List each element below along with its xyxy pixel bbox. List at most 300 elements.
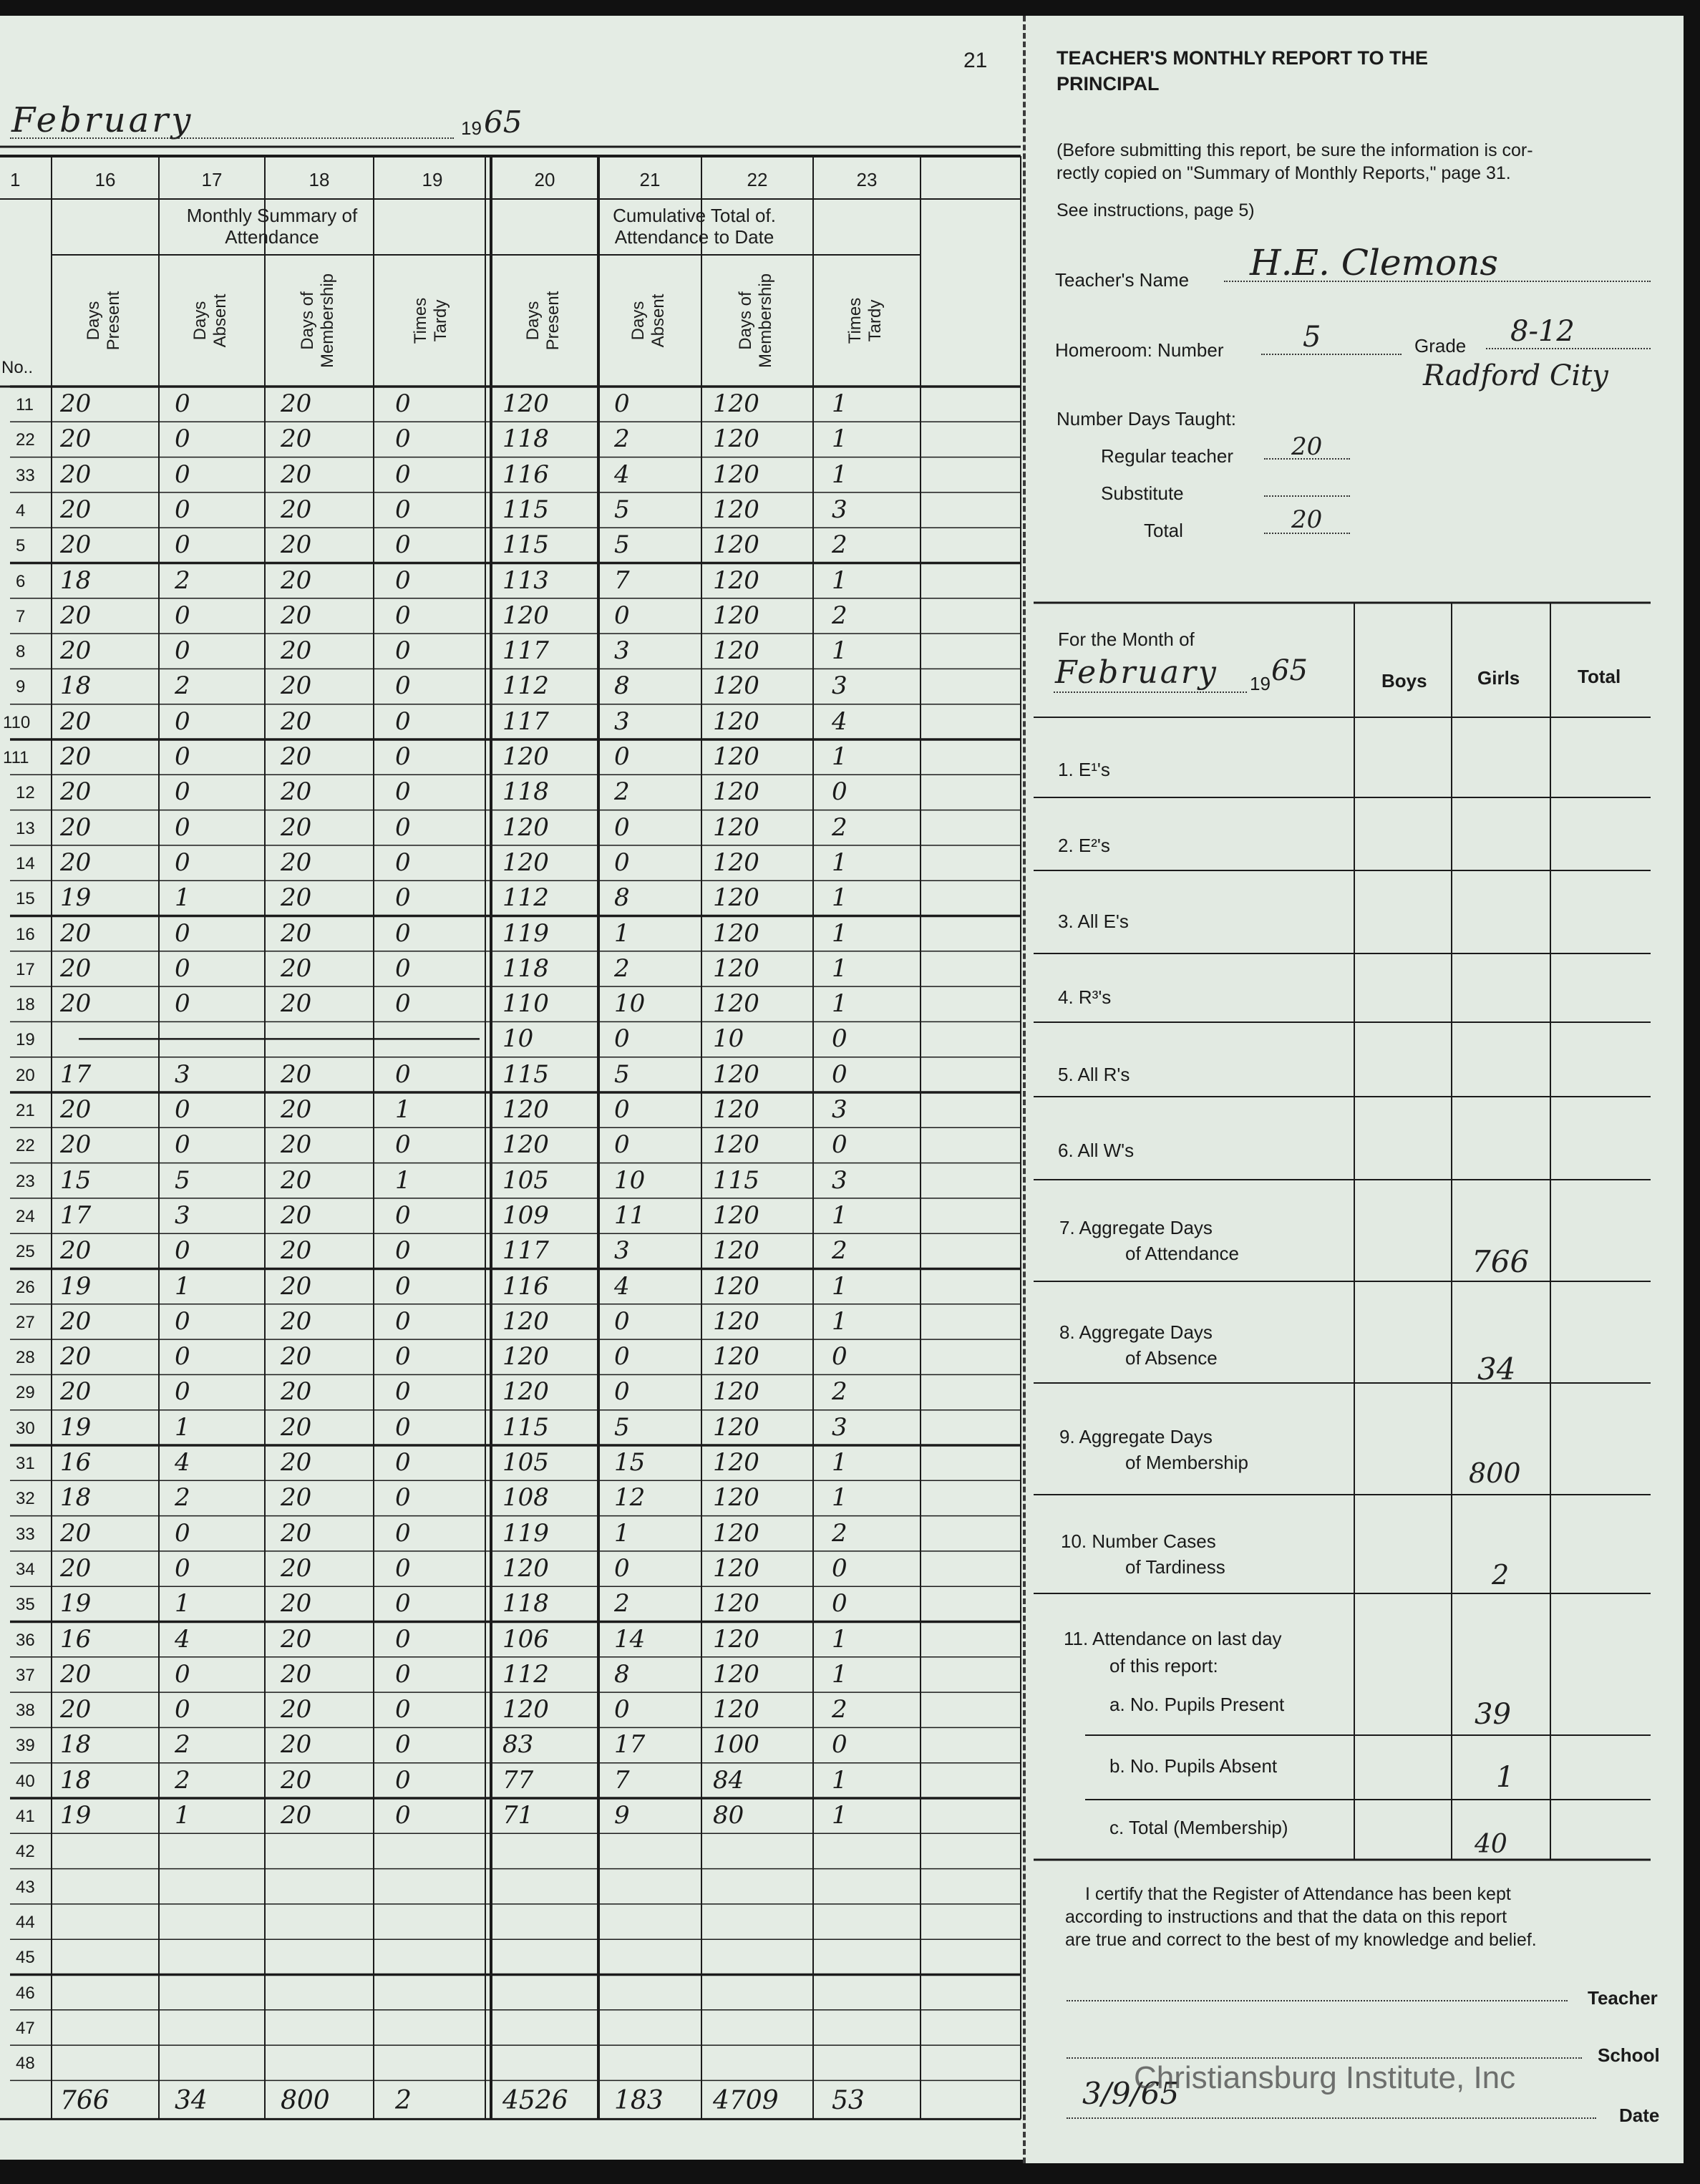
col-number: 19 [422, 169, 443, 190]
cell-value: 10 [614, 989, 646, 1019]
cell-value: 120 [713, 636, 759, 666]
cell-value: 120 [713, 566, 759, 595]
cell-value: 120 [713, 777, 759, 807]
cell-value: 4 [175, 1624, 190, 1654]
row-number: 45 [16, 1948, 35, 1968]
cell-value: 0 [395, 1765, 411, 1795]
cell-value: 120 [713, 1553, 759, 1583]
cell-value: 20 [281, 1165, 312, 1195]
tardy-label2: of Tardiness [1125, 1556, 1225, 1578]
cell-value: 2 [175, 1765, 190, 1795]
cell-value: 18 [60, 1483, 92, 1513]
cell-value: 2 [175, 566, 190, 595]
row-number: 39 [16, 1736, 35, 1756]
cell-value: 5 [614, 1059, 630, 1089]
col-label: Days Absent [190, 293, 230, 348]
cell-value: 20 [281, 1448, 312, 1477]
cell-value: 0 [175, 389, 190, 418]
col-number-first: 1 [10, 169, 21, 190]
cell-value: 115 [502, 495, 549, 524]
cell-value: 20 [281, 1730, 312, 1760]
cell-value: 0 [175, 1377, 190, 1407]
sig-teacher-label: Teacher [1588, 1987, 1658, 2009]
col-number: 23 [856, 169, 878, 190]
cell-value: 20 [60, 707, 92, 736]
cell-value: 120 [713, 601, 759, 630]
cell-value: 2 [832, 1695, 847, 1724]
cell-value: 5 [614, 495, 630, 524]
cell-value: 0 [395, 1518, 411, 1548]
row-number: 15 [16, 889, 35, 909]
cell-value: 20 [60, 812, 92, 842]
cell-value: 1 [832, 1659, 847, 1689]
cell-value: 20 [281, 777, 312, 807]
present-label: a. No. Pupils Present [1109, 1694, 1285, 1715]
cell-value: 20 [60, 460, 92, 489]
col-label: Days Present [84, 291, 123, 351]
cell-value: 118 [502, 1589, 549, 1618]
membership-value: 40 [1475, 1830, 1507, 1859]
cell-value: 105 [502, 1448, 549, 1477]
cell-value: 20 [60, 1130, 92, 1160]
cell-value: 120 [713, 707, 759, 736]
cell-value: 120 [502, 1695, 549, 1724]
cell-value: 120 [502, 1553, 549, 1583]
cell-value: 1 [832, 1624, 847, 1654]
cell-value: 20 [281, 1412, 312, 1442]
cell-value: 0 [832, 777, 847, 807]
cell-value: 120 [713, 1412, 759, 1442]
cell-value: 0 [175, 1130, 190, 1160]
cell-value: 0 [395, 1553, 411, 1583]
cell-value: 0 [175, 1553, 190, 1583]
cell-value: 115 [713, 1165, 759, 1195]
cell-value: 120 [502, 1306, 549, 1336]
cell-value: 0 [175, 848, 190, 877]
row-number: 46 [16, 1983, 35, 2003]
agg-membership-label1: 9. Aggregate Days [1059, 1426, 1213, 1447]
cell-value: 3 [832, 1095, 847, 1124]
col-boys: Boys [1381, 670, 1427, 691]
cell-value: 20 [281, 530, 312, 560]
cell-value: 0 [395, 1236, 411, 1266]
cell-value: 20 [281, 1589, 312, 1618]
cell-value: 20 [281, 424, 312, 454]
cell-value: 0 [175, 601, 190, 630]
cell-value: 120 [713, 1059, 759, 1089]
cell-value: 20 [281, 918, 312, 948]
cell-value: 120 [713, 1377, 759, 1407]
cell-value: 0 [395, 1624, 411, 1654]
cell-value: 16 [60, 1624, 92, 1654]
cell-value: 0 [614, 1306, 630, 1336]
teacher-name-value: H.E. Clemons [1250, 242, 1498, 283]
cell-value: 115 [502, 1059, 549, 1089]
cell-value: 0 [395, 1412, 411, 1442]
cell-value: 20 [60, 1659, 92, 1689]
cell-value: 4 [614, 1271, 630, 1301]
row-number: 35 [16, 1595, 35, 1615]
cell-value: 1 [832, 1765, 847, 1795]
row-number: 16 [16, 924, 35, 944]
cell-value: 120 [713, 1624, 759, 1654]
cell-value: 120 [713, 953, 759, 983]
cell-value: 0 [832, 1059, 847, 1089]
cell-value: 118 [502, 424, 549, 454]
total-value: 800 [281, 2086, 330, 2116]
cell-value: 3 [832, 1412, 847, 1442]
cell-value: 117 [502, 707, 549, 736]
cell-value: 113 [502, 566, 549, 595]
homeroom-value: 5 [1303, 321, 1321, 354]
cell-value: 0 [395, 1377, 411, 1407]
cell-value: 120 [502, 812, 549, 842]
cell-value: 20 [60, 1377, 92, 1407]
cell-value: 20 [281, 707, 312, 736]
cell-value: 0 [395, 1200, 411, 1230]
cell-value: 20 [60, 989, 92, 1019]
cell-value: 20 [281, 1553, 312, 1583]
tardy-label1: 10. Number Cases [1061, 1530, 1216, 1552]
cell-value: 8 [614, 671, 630, 701]
cell-value: 0 [175, 812, 190, 842]
page-number: 21 [963, 49, 988, 72]
cell-value: 20 [281, 1095, 312, 1124]
row-number: 34 [16, 1559, 35, 1579]
row-number: 111 [3, 748, 29, 767]
total-value: 2 [395, 2086, 412, 2116]
cell-value: 19 [60, 1271, 92, 1301]
cell-value: 0 [175, 636, 190, 666]
date-value: 3/9/65 [1082, 2076, 1180, 2111]
cell-value: 0 [395, 707, 411, 736]
col-label: Days Absent [628, 293, 668, 348]
cell-value: 15 [614, 1448, 646, 1477]
cell-value: 3 [832, 671, 847, 701]
col-label: Days of Membership [736, 273, 775, 369]
cell-value: 20 [60, 848, 92, 877]
cell-value: 19 [60, 883, 92, 913]
cell-value: 20 [281, 389, 312, 418]
cell-value: 1 [832, 1306, 847, 1336]
cell-value: 20 [60, 1342, 92, 1372]
cell-value: 120 [713, 530, 759, 560]
cell-value: 20 [60, 1306, 92, 1336]
cell-value: 80 [713, 1801, 744, 1830]
total-value: 4709 [713, 2086, 779, 2116]
cell-value: 1 [832, 424, 847, 454]
grade-value: 8-12 [1510, 315, 1575, 348]
cell-value: 2 [614, 953, 630, 983]
cell-value: 0 [175, 918, 190, 948]
cell-value: 3 [614, 636, 630, 666]
cell-value: 20 [60, 742, 92, 771]
agg-absence-value: 34 [1477, 1351, 1516, 1387]
cell-value: 120 [713, 1236, 759, 1266]
row-number: 37 [16, 1665, 35, 1685]
cell-value: 0 [175, 1342, 190, 1372]
row-number: 5 [16, 536, 26, 556]
cell-value: 3 [614, 707, 630, 736]
cell-value: 0 [614, 1095, 630, 1124]
cell-value: 1 [395, 1095, 411, 1124]
cell-value: 0 [395, 918, 411, 948]
cell-value: 2 [832, 1236, 847, 1266]
col-number: 20 [534, 169, 555, 190]
regular-teacher-value: 20 [1291, 432, 1323, 461]
cell-value: 120 [713, 1589, 759, 1618]
cell-value: 119 [502, 918, 549, 948]
absent-label: b. No. Pupils Absent [1109, 1755, 1278, 1777]
cell-value: 117 [502, 1236, 549, 1266]
col-number: 22 [747, 169, 768, 190]
cell-value: 20 [281, 883, 312, 913]
cell-value: 0 [395, 1271, 411, 1301]
tardy-value: 2 [1492, 1559, 1510, 1591]
row-number: 29 [16, 1383, 35, 1403]
cell-value: 120 [713, 1271, 759, 1301]
cell-value: 17 [60, 1200, 92, 1230]
cell-value: 120 [502, 1342, 549, 1372]
row-number: 24 [16, 1206, 35, 1226]
cell-value: 120 [713, 460, 759, 489]
cell-value: 120 [502, 1095, 549, 1124]
cell-value: 0 [395, 1659, 411, 1689]
watermark: Christiansburg Institute, Inc [1134, 2060, 1516, 2095]
cell-value: 0 [395, 883, 411, 913]
cell-value: 3 [614, 1236, 630, 1266]
row-number: 27 [16, 1312, 35, 1332]
cell-value: 0 [614, 601, 630, 630]
cell-value: 11 [614, 1200, 646, 1230]
cell-value: 0 [395, 742, 411, 771]
cell-value: 0 [395, 601, 411, 630]
cell-value: 4 [175, 1448, 190, 1477]
cell-value: 118 [502, 953, 549, 983]
summary-year-value: 65 [1271, 654, 1308, 687]
cell-value: 1 [832, 989, 847, 1019]
cell-value: 20 [60, 1095, 92, 1124]
item-all-w: 6. All W's [1058, 1140, 1135, 1161]
row-number: 110 [3, 712, 31, 732]
cell-value: 8 [614, 883, 630, 913]
cell-value: 1 [395, 1165, 411, 1195]
cell-value: 1 [832, 918, 847, 948]
year-prefix: 19 [461, 117, 482, 139]
cell-value: 0 [175, 989, 190, 1019]
cell-value: 20 [281, 1518, 312, 1548]
cell-value: 0 [614, 848, 630, 877]
cell-value: 120 [713, 495, 759, 524]
cell-value: 0 [395, 1730, 411, 1760]
cell-value: 8 [614, 1659, 630, 1689]
cell-value: 1 [832, 848, 847, 877]
cell-value: 2 [832, 530, 847, 560]
cell-value: 20 [281, 460, 312, 489]
col-label: Days Present [523, 291, 563, 351]
cell-value: 17 [60, 1059, 92, 1089]
cell-value: 0 [175, 460, 190, 489]
cell-value: 9 [614, 1801, 630, 1830]
row-number: 33 [16, 465, 35, 485]
row-number: 25 [16, 1242, 35, 1262]
cell-value: 0 [395, 460, 411, 489]
row-number: 7 [16, 606, 26, 626]
cell-value: 20 [281, 989, 312, 1019]
cell-value: 20 [281, 1059, 312, 1089]
total-days-value: 20 [1291, 505, 1323, 534]
cell-value: 1 [832, 460, 847, 489]
sig-date-label: Date [1619, 2105, 1660, 2126]
note-line2: rectly copied on "Summary of Monthly Reports," page 31. [1057, 163, 1511, 183]
teacher-sig-line [1067, 2000, 1568, 2001]
row-number: 19 [16, 1030, 35, 1050]
cell-value: 20 [60, 1518, 92, 1548]
cell-value: 3 [175, 1059, 190, 1089]
cell-value: 0 [614, 812, 630, 842]
year-value: 65 [484, 105, 523, 140]
cell-value: 7 [614, 1765, 630, 1795]
cell-value: 120 [713, 1518, 759, 1548]
item-all-e: 3. All E's [1058, 911, 1129, 932]
cell-value: 20 [60, 918, 92, 948]
cell-value: 19 [60, 1589, 92, 1618]
month-of-label: For the Month of [1058, 628, 1195, 650]
col-number: 18 [309, 169, 330, 190]
cell-value: 20 [60, 601, 92, 630]
cell-value: 20 [281, 848, 312, 877]
cell-value: 12 [614, 1483, 646, 1513]
cell-value: 15 [60, 1165, 92, 1195]
cell-value: 20 [281, 1659, 312, 1689]
absent-value: 1 [1496, 1761, 1515, 1794]
cell-value: 105 [502, 1165, 549, 1195]
total-value: 34 [175, 2086, 208, 2116]
row-number: 30 [16, 1418, 35, 1438]
cell-value: 20 [60, 1236, 92, 1266]
cell-value: 20 [281, 495, 312, 524]
cell-value: 0 [395, 1483, 411, 1513]
row-number: 32 [16, 1489, 35, 1509]
cell-value: 84 [713, 1765, 744, 1795]
row-number: 33 [16, 1524, 35, 1544]
row-number: 48 [16, 2054, 35, 2074]
row-number: 42 [16, 1842, 35, 1862]
cell-value: 0 [395, 495, 411, 524]
cell-value: 1 [832, 883, 847, 913]
cell-value: 1 [832, 636, 847, 666]
row-number: 23 [16, 1171, 35, 1191]
cell-value: 77 [502, 1765, 534, 1795]
row-number: 21 [16, 1101, 35, 1120]
row-number: 44 [16, 1912, 35, 1932]
certify-line1: I certify that the Register of Attendance has been kept [1085, 1884, 1511, 1904]
row-number: 9 [16, 677, 26, 697]
cell-value: 120 [713, 671, 759, 701]
cell-value: 71 [502, 1801, 534, 1830]
cell-value: 20 [60, 424, 92, 454]
col-label: Times Tardy [411, 297, 450, 344]
cell-value: 1 [832, 953, 847, 983]
total-days-label: Total [1144, 520, 1183, 541]
cell-value: 1 [175, 1412, 190, 1442]
cell-value: 4 [832, 707, 847, 736]
cell-value: 16 [60, 1448, 92, 1477]
col-number: 21 [639, 169, 661, 190]
item-e2: 2. E²'s [1058, 835, 1110, 856]
cell-value: 2 [614, 777, 630, 807]
cell-value: 1 [614, 1518, 630, 1548]
cell-value: 0 [175, 707, 190, 736]
cell-value: 120 [502, 1130, 549, 1160]
no-label: No.. [1, 358, 34, 377]
cell-value: 17 [614, 1730, 646, 1760]
grade-label: Grade [1414, 335, 1467, 356]
row-number: 43 [16, 1877, 35, 1897]
cell-value: 120 [713, 989, 759, 1019]
total-value: 4526 [502, 2086, 568, 2116]
cell-value: 120 [713, 1095, 759, 1124]
cell-value: 112 [502, 671, 549, 701]
cell-value: 0 [614, 1342, 630, 1372]
agg-absence-label1: 8. Aggregate Days [1059, 1321, 1213, 1343]
cell-value: 20 [60, 495, 92, 524]
cell-value: 2 [175, 1730, 190, 1760]
cell-value: 0 [832, 1589, 847, 1618]
cell-value: 18 [60, 671, 92, 701]
note-line3: See instructions, page 5) [1057, 200, 1255, 220]
cell-value: 120 [713, 424, 759, 454]
cell-value: 115 [502, 530, 549, 560]
agg-membership-value: 800 [1469, 1457, 1521, 1489]
regular-teacher-label: Regular teacher [1101, 445, 1233, 467]
cell-value: 120 [713, 812, 759, 842]
cell-value: 0 [175, 1659, 190, 1689]
agg-attendance-value: 766 [1472, 1244, 1530, 1279]
cell-value: 100 [713, 1730, 759, 1760]
row-number: 22 [16, 1136, 35, 1156]
cell-value: 120 [502, 389, 549, 418]
cell-value: 1 [832, 1448, 847, 1477]
cell-value: 1 [175, 1801, 190, 1830]
cell-value: 0 [395, 424, 411, 454]
cell-value: 10 [502, 1024, 534, 1054]
cell-value: 1 [175, 1589, 190, 1618]
cell-value: 120 [502, 601, 549, 630]
col-total: Total [1578, 666, 1621, 687]
cell-value: 116 [502, 1271, 549, 1301]
cell-value: 0 [614, 1553, 630, 1583]
col-label: Times Tardy [845, 297, 885, 344]
cell-value: 2 [175, 1483, 190, 1513]
cell-value: 0 [832, 1553, 847, 1583]
cell-value: 0 [395, 777, 411, 807]
item-all-r: 5. All R's [1058, 1064, 1130, 1085]
sig-school-label: School [1598, 2044, 1660, 2066]
cell-value: 2 [832, 1377, 847, 1407]
cell-value: 0 [614, 1024, 630, 1054]
cell-value: 120 [713, 389, 759, 418]
row-number: 22 [16, 430, 35, 450]
total-value: 183 [614, 2086, 664, 2116]
cell-value: 112 [502, 1659, 549, 1689]
cell-value: 1 [175, 1271, 190, 1301]
cell-value: 0 [832, 1024, 847, 1054]
cell-value: 20 [60, 636, 92, 666]
cell-value: 115 [502, 1412, 549, 1442]
row-number: 41 [16, 1807, 35, 1826]
cell-value: 0 [175, 495, 190, 524]
